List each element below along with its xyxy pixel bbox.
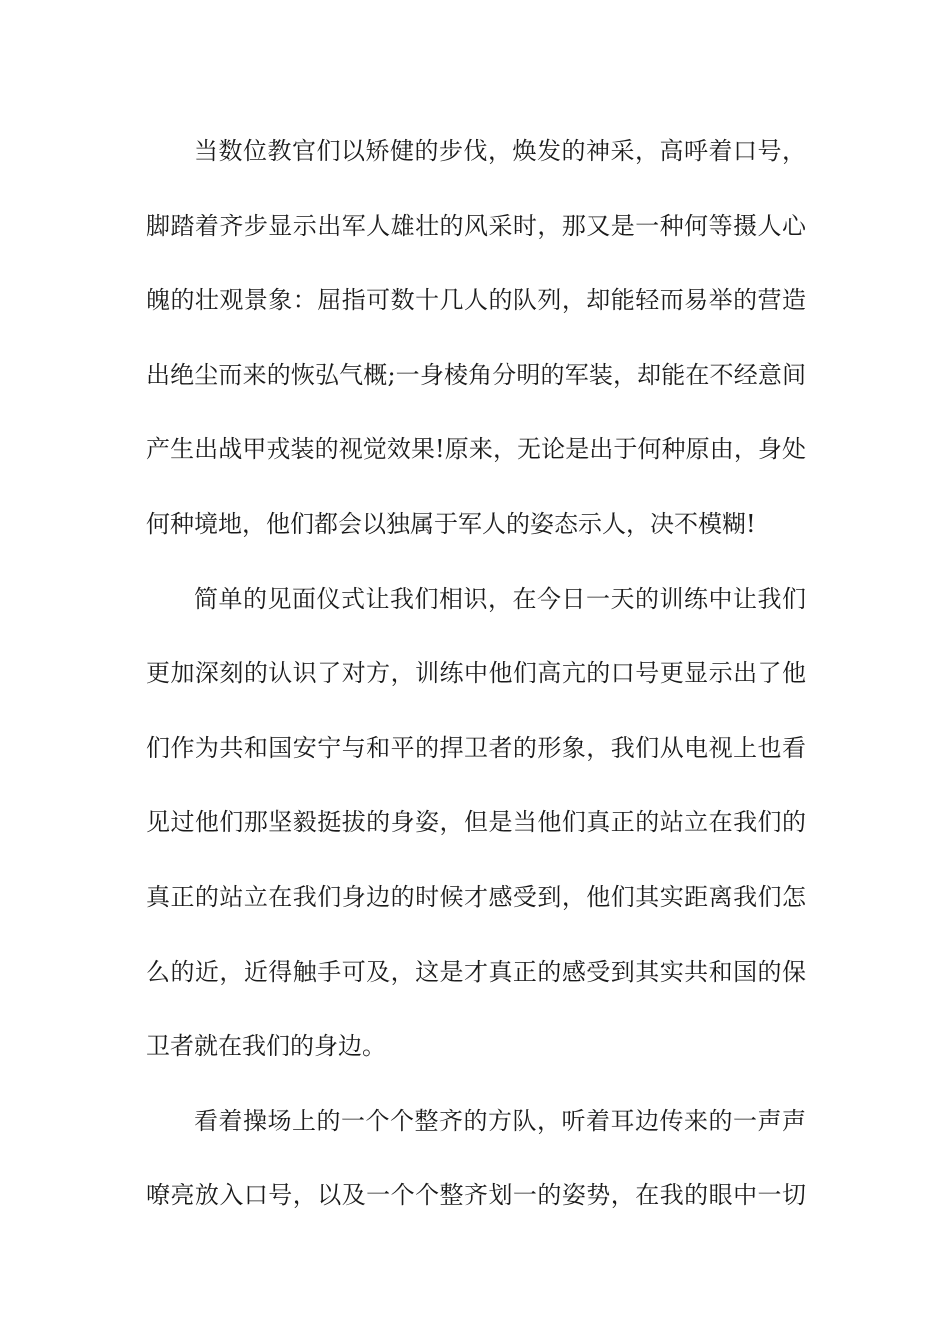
paragraph-2-line-6: 么的近，近得触手可及，这是才真正的感受到其实共和国的保 xyxy=(146,957,806,986)
paragraph-1-line-6: 何种境地，他们都会以独属于军人的姿态示人，决不模糊! xyxy=(146,509,756,538)
paragraph-2-line-2: 更加深刻的认识了对方，训练中他们高亢的口号更显示出了他 xyxy=(146,659,806,688)
paragraph-1-line-1: 当数位教官们以矫健的步伐，焕发的神采，高呼着口号， xyxy=(194,137,806,165)
paragraph-2-line-4: 见过他们那坚毅挺拔的身姿，但是当他们真正的站立在我们的 xyxy=(146,808,806,837)
paragraph-3-line-1: 看着操场上的一个个整齐的方队，听着耳边传来的一声声 xyxy=(194,1106,806,1135)
paragraph-1-line-2: 脚踏着齐步显示出军人雄壮的风采时，那又是一种何等摄人心 xyxy=(146,211,806,240)
paragraph-2-line-5: 真正的站立在我们身边的时候才感受到，他们其实距离我们怎 xyxy=(146,882,806,911)
paragraph-1-line-3: 魄的壮观景象：屈指可数十几人的队列，却能轻而易举的营造 xyxy=(146,286,806,315)
paragraph-2-line-3: 们作为共和国安宁与和平的捍卫者的形象，我们从电视上也看 xyxy=(146,733,806,762)
paragraph-3-line-2: 嘹亮放入口号，以及一个个整齐划一的姿势，在我的眼中一切 xyxy=(146,1181,806,1210)
paragraph-2-line-7: 卫者就在我们的身边。 xyxy=(146,1032,386,1061)
paragraph-1-line-5: 产生出战甲戎装的视觉效果!原来，无论是出于何种原由，身处 xyxy=(146,435,806,464)
paragraph-1-line-4: 出绝尘而来的恢弘气概;一身棱角分明的军装，却能在不经意间 xyxy=(146,360,806,389)
document-body xyxy=(146,127,806,1246)
paragraph-2-line-1: 简单的见面仪式让我们相识，在今日一天的训练中让我们 xyxy=(194,584,806,613)
